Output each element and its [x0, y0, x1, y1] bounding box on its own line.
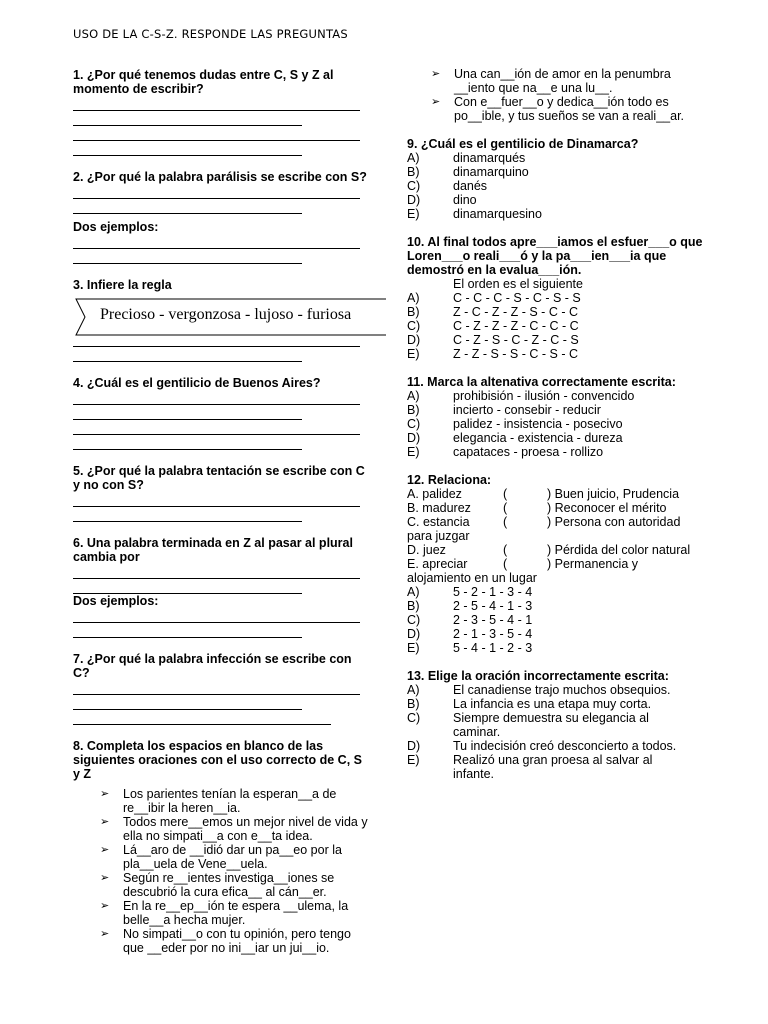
list-item: ➢ Según re__ientes investiga__iones se descubrió la cura efica__ al cán__er. [100, 871, 335, 899]
answer-line[interactable] [73, 234, 360, 249]
option[interactable]: C) palidez - insistencia - posecivo [407, 417, 623, 431]
arrow-bullet-icon: ➢ [100, 872, 110, 884]
list-item: ➢ Una can__ión de amor en la penumbra __iento que na__e una lu__. [431, 67, 671, 95]
option[interactable]: D) dino [407, 193, 477, 207]
question-10: 10. Al final todos apre___iamos el esfuer___o que Loren___o reali___ó y la pa___ien___ia que demostró en la evalua___ión. [407, 235, 703, 277]
option[interactable]: D) Tu indecisión creó desconcierto a todos. [407, 739, 677, 753]
answer-line[interactable] [73, 249, 302, 264]
list-item: ➢ Con e__fuer__o y dedica__ión todo es po__ible, y tus sueños se van a reali__ar. [431, 95, 685, 123]
answer-line[interactable] [73, 96, 360, 111]
q8-list [73, 787, 369, 955]
option[interactable]: C) 2 - 3 - 5 - 4 - 1 [407, 613, 533, 627]
option[interactable]: B) 2 - 5 - 4 - 1 - 3 [407, 599, 533, 613]
arrow-bullet-icon: ➢ [431, 96, 441, 108]
answer-line[interactable] [73, 420, 360, 435]
option[interactable]: B) dinamarquino [407, 165, 529, 179]
rule-word-box [73, 298, 386, 336]
arrow-bullet-icon: ➢ [431, 68, 441, 80]
answer-line[interactable] [73, 579, 302, 594]
answer-line[interactable] [73, 695, 302, 710]
answer-line[interactable] [73, 710, 331, 725]
list-item: ➢ Todos mere__emos un mejor nivel de vida y ella no simpati__a con e__ta idea. [100, 815, 368, 843]
list-item: ➢ Lá__aro de __idió dar un pa__eo por la pla__uela de Vene__uela. [100, 843, 342, 871]
list-item: ➢ No simpati__o con tu opinión, pero tengo que __eder por no ini__iar un jui__io. [100, 927, 351, 955]
relation-row: E. apreciar ( ) Permanencia y [407, 557, 639, 571]
question-2: 2. ¿Por qué la palabra parálisis se escribe con S? [73, 170, 367, 184]
option[interactable]: A) 5 - 2 - 1 - 3 - 4 [407, 585, 533, 599]
question-3: 3. Infiere la regla [73, 278, 172, 292]
option[interactable]: E) Z - Z - S - S - C - S - C [407, 347, 578, 361]
answer-line[interactable] [73, 141, 302, 156]
question-1: 1. ¿Por qué tenemos dudas entre C, S y Z al momento de escribir? [73, 68, 334, 96]
relation-row: C. estancia ( ) Persona con autoridad [407, 515, 681, 529]
answer-line[interactable] [73, 199, 302, 214]
relation-row: D. juez ( ) Pérdida del color natural [407, 543, 691, 557]
arrow-bullet-icon: ➢ [100, 900, 110, 912]
option[interactable]: D) 2 - 1 - 3 - 5 - 4 [407, 627, 533, 641]
option[interactable]: D) C - Z - S - C - Z - C - S [407, 333, 579, 347]
question-7: 7. ¿Por qué la palabra infección se escribe con C? [73, 652, 352, 680]
page-title: USO DE LA C-S-Z. RESPONDE LAS PREGUNTAS [73, 27, 348, 41]
arrow-bullet-icon: ➢ [100, 928, 110, 940]
relation-row: A. palidez ( ) Buen juicio, Prudencia [407, 487, 680, 501]
list-item: ➢ En la re__ep__ión te espera __ulema, la belle__a hecha mujer. [100, 899, 349, 927]
q10-subtitle: El orden es el siguiente [453, 277, 583, 291]
question-9: 9. ¿Cuál es el gentilicio de Dinamarca? [407, 137, 639, 151]
rule-words: Precioso - vergonzosa - lujoso - furiosa [100, 306, 352, 323]
question-8: 8. Completa los espacios en blanco de las siguientes oraciones con el uso correcto de C, S y Z [73, 739, 362, 781]
question-11: 11. Marca la altenativa correctamente escrita: [407, 375, 676, 389]
option[interactable]: E) 5 - 4 - 1 - 2 - 3 [407, 641, 533, 655]
option[interactable]: A) prohibisión - ilusión - convencido [407, 389, 635, 403]
answer-line[interactable] [73, 126, 360, 141]
right-column [407, 67, 707, 781]
option[interactable]: C) danés [407, 179, 488, 193]
answer-line[interactable] [73, 184, 360, 199]
answer-line[interactable] [73, 564, 360, 579]
option[interactable]: A) C - C - C - S - C - S - S [407, 291, 581, 305]
answer-line[interactable] [73, 390, 360, 405]
answer-line[interactable] [73, 405, 302, 420]
relation-row: B. madurez ( ) Reconocer el mérito [407, 501, 667, 515]
answer-line[interactable] [73, 347, 302, 362]
option[interactable]: B) incierto - consebir - reducir [407, 403, 601, 417]
question-5: 5. ¿Por qué la palabra tentación se escribe con C y no con S? [73, 464, 365, 492]
answer-line[interactable] [73, 623, 302, 638]
question-4: 4. ¿Cuál es el gentilicio de Buenos Aires? [73, 376, 321, 390]
question-12: 12. Relaciona: [407, 473, 492, 487]
option[interactable]: E) dinamarquesino [407, 207, 542, 221]
list-item: ➢ Los parientes tenían la esperan__a de re__ibir la heren__ia. [100, 787, 337, 815]
option[interactable]: C) Siempre demuestra su elegancia al caminar. [407, 711, 649, 739]
option[interactable]: A) El canadiense trajo muchos obsequios. [407, 683, 671, 697]
arrow-bullet-icon: ➢ [100, 788, 110, 800]
option[interactable]: B) La infancia es una etapa muy corta. [407, 697, 652, 711]
examples-label: Dos ejemplos: [73, 594, 159, 608]
arrow-bullet-icon: ➢ [100, 816, 110, 828]
arrow-bullet-icon: ➢ [100, 844, 110, 856]
option[interactable]: B) Z - C - Z - Z - S - C - C [407, 305, 578, 319]
answer-line[interactable] [73, 435, 302, 450]
question-13: 13. Elige la oración incorrectamente escrita: [407, 669, 669, 683]
option[interactable]: C) C - Z - Z - Z - C - C - C [407, 319, 579, 333]
left-column [73, 68, 369, 955]
relation-continuation: alojamiento en un lugar [407, 571, 537, 585]
answer-line[interactable] [73, 680, 360, 695]
answer-line[interactable] [73, 492, 360, 507]
answer-line[interactable] [73, 111, 302, 126]
option[interactable]: D) elegancia - existencia - dureza [407, 431, 623, 445]
answer-line[interactable] [73, 608, 360, 623]
option[interactable]: E) capataces - proesa - rollizo [407, 445, 604, 459]
answer-line[interactable] [73, 507, 302, 522]
relation-continuation: para juzgar [407, 529, 470, 543]
option[interactable]: A) dinamarqués [407, 151, 526, 165]
option[interactable]: E) Realizó una gran proesa al salvar al infante. [407, 753, 653, 781]
question-6: 6. Una palabra terminada en Z al pasar al plural cambia por [73, 536, 353, 564]
examples-label: Dos ejemplos: [73, 220, 159, 234]
